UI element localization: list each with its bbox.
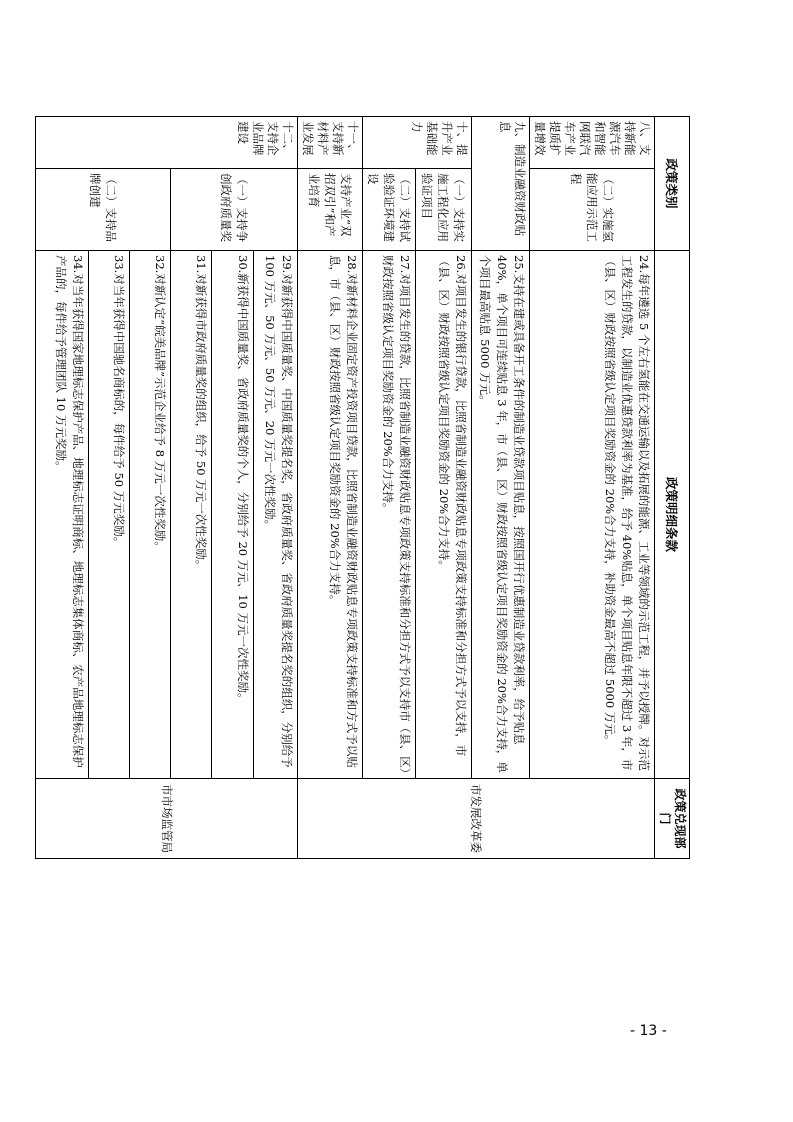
item-31: 31.对新获得市政府质量奖的组织，给予 50 万元一次性奖励。 — [171, 251, 212, 779]
item-26: 26.对项目发生的银行贷款，比照省制造业融资财政贴息专项政策支持标准和分担方式予以支持，市（县、区）财政按照省级认定项目奖励资金的 20%合力支持。 — [416, 251, 472, 779]
item-32: 32.对新认定“皖美品牌”示范企业给予 8 万元一次性奖励。 — [130, 251, 171, 779]
table-row — [530, 117, 655, 859]
item-33: 33.对当年获得中国驰名商标的，每件给予 50 万元奖励。 — [89, 251, 130, 779]
category-11: 十一、支持新材料产业发展 — [298, 117, 363, 169]
dept-scjgj: 市市场监管局 — [36, 779, 298, 859]
dept-fgw: 市发展改革委 — [298, 779, 655, 859]
rotated-policy-table-area — [54, 116, 690, 858]
item-30: 30.新获得中国质量奖、省政府质量奖的个人，分别给予 20 万元、10 万元一次性奖励。 — [212, 251, 254, 779]
page-number: - 13 - — [630, 1023, 667, 1039]
item-25: 25.支持在建或具备开工条件的制造业贷款项目贴息，按照国开行优惠制造业贷款利率，给予贴息 40%，单个项目可连续贴息 3 年，市（县、区）财政按照省级认定项目奖励资金的 20%合力支持，单个项目最高贴息 5000 万元。 — [472, 251, 530, 779]
item-27: 27.对项目发生的贷款，比照省制造业融资财政贴息专项政策支持标准和分担方式予以支持市（县、区）财政按照省级认定项目奖励资金的 20%合力支持。 — [363, 251, 416, 779]
category-12: 十二、支持企业品牌建设 — [36, 117, 298, 169]
table-row — [254, 117, 298, 859]
category-8: 八、支持新能源汽车和智能网联汽车产业提质扩量增效 — [530, 117, 655, 169]
category-9: 九、制造业融资财政贴息 — [472, 117, 530, 251]
table-row — [472, 117, 530, 859]
item-28: 28.对新材料企业固定资产投资项目贷款，比照省制造业融资财政贴息专项政策支持标准和方式予以贴息，市（县、区）财政按照省级认定项目奖励资金的 20%合力支持。 — [298, 251, 363, 779]
subcategory-11: 支持产业“双招双引”和产业培育 — [298, 169, 363, 251]
subcategory-12-2: （二）支持品牌创建 — [36, 169, 171, 251]
table-row — [416, 117, 472, 859]
subcategory-10-1: （一）支持实施工程化应用验证项目 — [416, 169, 472, 251]
table-row — [363, 117, 416, 859]
item-34: 34.对当年获得国家地理标志保护产品、地理标志证明商标、地理标志集体商标、农产品地理标志保护产品的，每件给予管理团队 10 万元奖励。 — [36, 251, 89, 779]
header-dept: 政策兑现部门 — [655, 779, 690, 859]
subcategory-10-2: （二）支持试验验证环境建设 — [363, 169, 416, 251]
table-row — [130, 117, 171, 859]
policy-table-container — [54, 116, 690, 858]
header-category: 政策类别 — [655, 117, 690, 251]
header-details: 政策明细条款 — [655, 251, 690, 779]
category-10: 十、提升产业基础能力 — [363, 117, 472, 169]
policy-table — [35, 116, 690, 859]
item-29: 29.对新获得中国质量奖、中国质量奖提名奖，省政府质量奖、省政府质量奖提名奖的组织，分别给予 100 万元、50 万元、50 万元、20 万元一次性奖励。 — [254, 251, 298, 779]
table-header-row — [655, 117, 690, 859]
subcategory-12-1: （一）支持争创政府质量奖 — [171, 169, 298, 251]
subcategory-8-2: （二）实施氢能应用示范工程 — [530, 169, 655, 251]
table-row — [298, 117, 363, 859]
item-24: 24.每年遴选 5 个左右氢能在交通运输以及拓展的能源、工业等领域的示范工程，并予以授牌。对示范工程发生的贷款，以制造业优惠贷款利率为基准，给予 40%贴息，单个项目贴息年限不超过 3 年，市（县、区）财政按照省级认定项目奖励资金的 20%合力支持，补助资金最高不超过 5000 万元。 — [530, 251, 655, 779]
